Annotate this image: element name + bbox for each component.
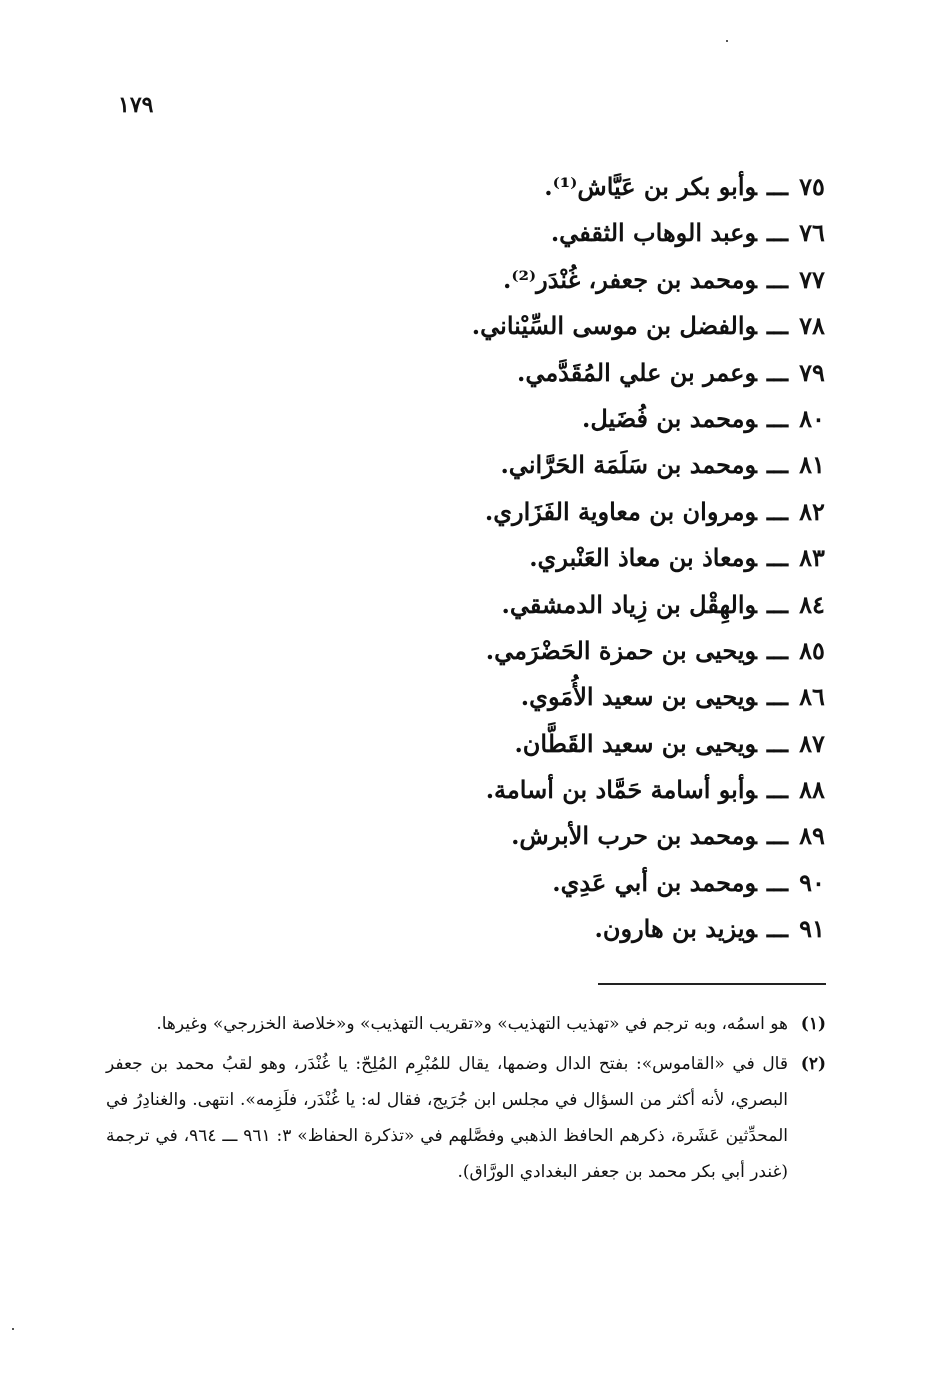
entry-dash: ـــ bbox=[766, 403, 788, 433]
entry-text: وأبو أسامة حَمَّاد بن أسامة. bbox=[485, 775, 757, 805]
entry-text: ومعاذ بن معاذ العَنْبري. bbox=[529, 543, 757, 573]
list-item bbox=[406, 582, 826, 628]
page-number: ١٧٩ bbox=[118, 92, 154, 118]
entry-dash: ـــ bbox=[766, 543, 788, 573]
list-item bbox=[406, 535, 826, 581]
list-item bbox=[406, 906, 826, 952]
entry-dash: ـــ bbox=[766, 775, 788, 805]
entry-number: ٧٥ bbox=[799, 172, 825, 201]
list-item bbox=[406, 164, 826, 210]
list-item bbox=[406, 442, 826, 488]
entry-text: والهِقْل بن زِياد الدمشقي. bbox=[501, 589, 757, 619]
list-item bbox=[406, 813, 826, 859]
entry-number: ٩١ bbox=[799, 914, 825, 944]
list-item bbox=[406, 489, 826, 535]
entry-text: ومحمد بن فُضَيل. bbox=[581, 403, 757, 433]
entry-number: ٨٨ bbox=[799, 775, 825, 805]
entry-dash: ـــ bbox=[766, 589, 788, 619]
list-item bbox=[406, 721, 826, 767]
entry-dash: ـــ bbox=[766, 496, 788, 526]
entry-dash: ـــ bbox=[766, 218, 788, 248]
footnotes bbox=[106, 1006, 826, 1194]
entry-text: وأبو بكر بن عَيَّاش⁽¹⁾. bbox=[544, 172, 757, 201]
narrator-list bbox=[406, 164, 826, 953]
entry-number: ٧٩ bbox=[799, 357, 825, 387]
entry-dash: ـــ bbox=[766, 867, 788, 897]
entry-dash: ـــ bbox=[766, 728, 788, 758]
entry-dash: ـــ bbox=[766, 450, 788, 480]
entry-text: ويحيى بن سعيد القَطَّان. bbox=[514, 728, 757, 758]
entry-number: ٨٥ bbox=[799, 635, 825, 665]
list-item bbox=[406, 257, 826, 303]
footnote-text: هو اسمُه، وبه ترجم في «تهذيب التهذيب» و«تقريب التهذيب» و«خلاصة الخزرجي» وغيرها. bbox=[156, 1014, 788, 1034]
entry-number: ٧٧ bbox=[799, 264, 825, 294]
entry-number: ٧٦ bbox=[799, 218, 825, 248]
entry-number: ٨٢ bbox=[799, 496, 825, 526]
entry-number: ٨٧ bbox=[799, 728, 825, 758]
list-item bbox=[406, 767, 826, 813]
footnote-marker: (٢) bbox=[800, 1054, 826, 1074]
entry-number: ٨٠ bbox=[799, 403, 825, 433]
list-item bbox=[406, 210, 826, 256]
entry-dash: ـــ bbox=[766, 357, 788, 387]
list-item bbox=[406, 396, 826, 442]
entry-text: ويزيد بن هارون. bbox=[594, 914, 757, 944]
footnote bbox=[106, 1006, 826, 1042]
entry-number: ٨١ bbox=[799, 450, 825, 480]
entry-number: ٧٨ bbox=[799, 311, 825, 341]
entry-dash: ـــ bbox=[766, 682, 788, 712]
list-item bbox=[406, 674, 826, 720]
entry-number: ٨٤ bbox=[799, 589, 825, 619]
entry-text: وعمر بن علي المُقَدَّمي. bbox=[516, 357, 757, 387]
entry-text: ومروان بن معاوية الفَزَاري. bbox=[484, 496, 757, 526]
entry-text: ومحمد بن سَلَمَة الحَرَّاني. bbox=[500, 450, 757, 480]
entry-text: ويحيى بن سعيد الأُمَوي. bbox=[520, 682, 757, 712]
scan-speck bbox=[726, 40, 728, 42]
entry-text: والفضل بن موسى السِّيْناني. bbox=[471, 311, 757, 341]
entry-text: ومحمد بن حرب الأبرش. bbox=[511, 821, 757, 851]
entry-dash: ـــ bbox=[766, 311, 788, 341]
list-item bbox=[406, 860, 826, 906]
entry-dash: ـــ bbox=[766, 635, 788, 665]
footnote-text: قال في «القاموس»: بفتح الدال وضمها، يقال للمُبْرِم المُلِحّ: يا غُنْدَر، وهو لقبُ محمد بن جعفر البصري، لأنه أكثر من السؤال في مجلس ابن جُرَيج، فقال له: يا غُنْدَر، فلَزِمه». انتهى. والغنادِرُ في المحدِّثين عَشَرة، ذكرهم الحافظ الذهبي وفصَّلهم في «تذكرة الحفاظ» ٣: ٩٦١ ـــ ٩٦٤، في ترجمة (غندر أبي بكر محمد بن جعفر البغدادي الورَّاق). bbox=[106, 1054, 789, 1182]
entry-dash: ـــ bbox=[766, 264, 788, 294]
entry-dash: ـــ bbox=[766, 914, 788, 944]
entry-text: ويحيى بن حمزة الحَضْرَمي. bbox=[485, 635, 757, 665]
list-item bbox=[406, 628, 826, 674]
footnote bbox=[106, 1046, 826, 1190]
list-item bbox=[406, 303, 826, 349]
footnote-divider bbox=[598, 983, 826, 985]
footnote-marker: (١) bbox=[800, 1014, 826, 1034]
entry-dash: ـــ bbox=[766, 821, 788, 851]
scan-speck bbox=[12, 1328, 14, 1330]
entry-number: ٨٣ bbox=[799, 543, 825, 573]
entry-number: ٨٩ bbox=[799, 821, 825, 851]
entry-number: ٨٦ bbox=[799, 682, 825, 712]
entry-text: ومحمد بن جعفر، غُنْدَر⁽²⁾. bbox=[502, 264, 757, 294]
list-item bbox=[406, 350, 826, 396]
entry-text: وعبد الوهاب الثقفي. bbox=[550, 218, 757, 248]
entry-text: ومحمد بن أبي عَدِي. bbox=[552, 867, 757, 897]
entry-dash: ـــ bbox=[766, 172, 788, 201]
entry-number: ٩٠ bbox=[799, 867, 825, 897]
